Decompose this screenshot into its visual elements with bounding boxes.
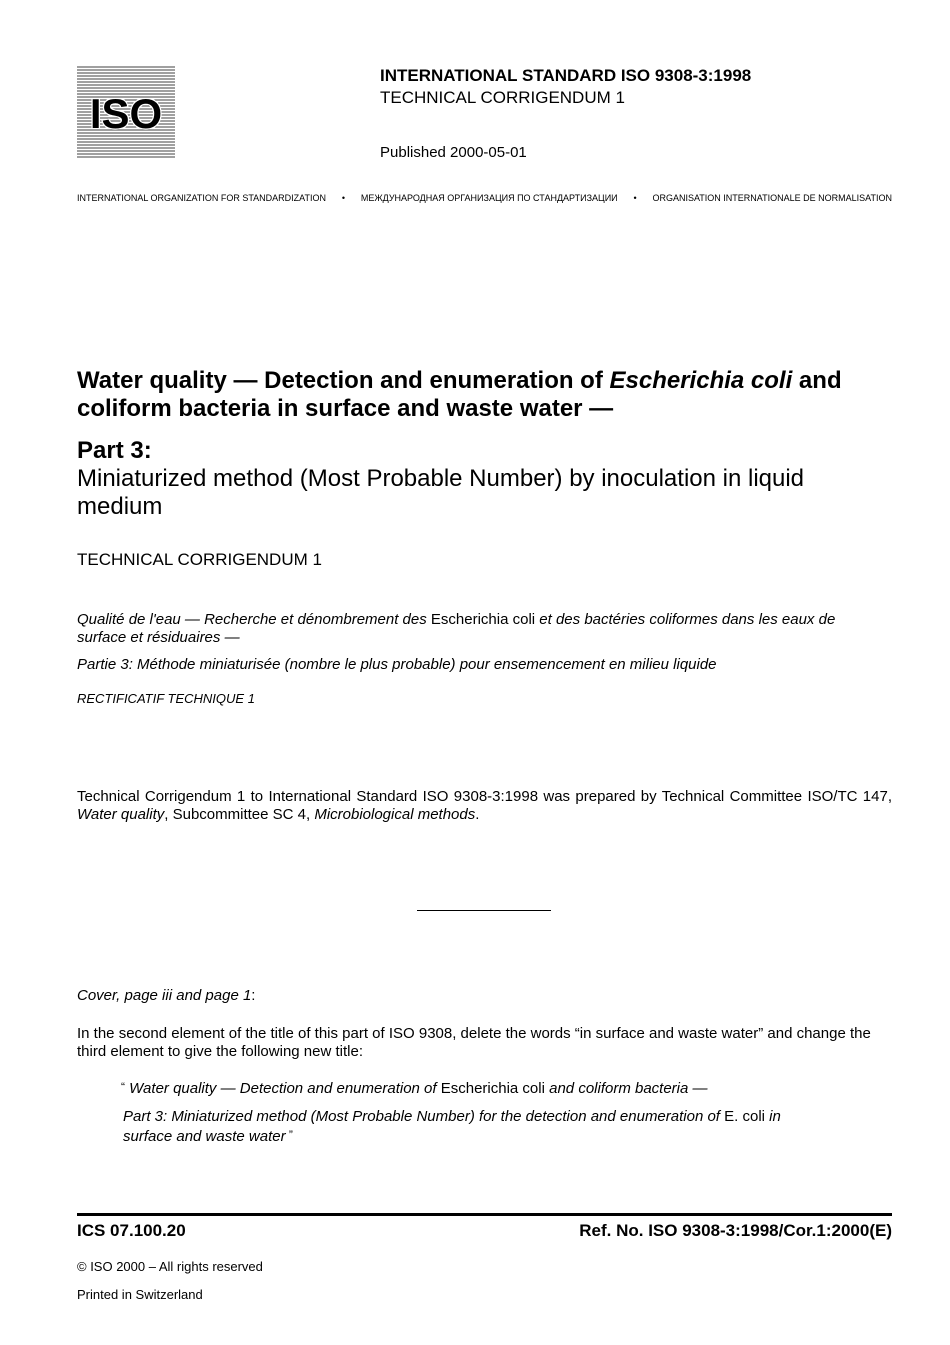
new-part-title [123,1108,783,1146]
committee-name: Water quality [77,806,165,823]
organization-names [77,193,892,203]
document-title [77,367,897,423]
ics-code: ICS 07.100.20 [77,1221,186,1240]
standard-title: INTERNATIONAL STANDARD ISO 9308-3:1998 [380,66,752,85]
open-quote: “ [121,1080,125,1094]
new-part-text: Part 3: Miniaturized method (Most Probable Number) for the detection and enumeration of [123,1108,725,1125]
french-title-text: Qualité de l'eau — Recherche et dénombrement des [77,611,431,628]
printed-location: Printed in Switzerland [77,1287,203,1302]
new-title-line [121,1080,708,1097]
new-title-species: Escherichia coli [440,1080,545,1097]
org-name-fr: ORGANISATION INTERNATIONALE DE NORMALISATION [652,193,892,203]
org-name-en: INTERNATIONAL ORGANIZATION FOR STANDARDIZATION [77,193,327,203]
french-part-title: Partie 3: Méthode miniaturisée (nombre le plus probable) pour ensemencement en milieu liquide [77,656,717,673]
bullet-separator: • [341,193,345,203]
copyright-notice: © ISO 2000 – All rights reserved [77,1259,263,1274]
standard-subtitle: TECHNICAL CORRIGENDUM 1 [380,88,625,107]
french-rectificatif: RECTIFICATIF TECHNIQUE 1 [77,691,255,706]
part-label: Part 3: [77,437,152,464]
paragraph-text: , Subcommittee SC 4, [164,806,315,823]
bullet-separator: • [633,193,637,203]
preparation-paragraph [77,788,892,824]
paragraph-text: . [475,806,480,823]
title-text: Water quality — Detection and enumeration of [77,367,610,394]
published-date: Published 2000-05-01 [380,144,527,161]
part-title: Miniaturized method (Most Probable Number) by inoculation in liquid medium [77,465,805,520]
section-divider [417,910,551,911]
title-species: Escherichia coli [609,367,793,394]
new-part-species: E. coli [724,1108,766,1125]
close-quote: ” [285,1128,293,1142]
french-title-text: et des bactéries coliformes dans les eaux de surface et résiduaires — [77,611,836,646]
reference-number: Ref. No. ISO 9308-3:1998/Cor.1:2000(E) [579,1221,892,1240]
cover-reference-colon: : [251,987,256,1004]
cover-reference-text: Cover, page iii and page 1 [77,987,252,1004]
new-title-text: and coliform bacteria — [544,1080,708,1097]
instruction-paragraph: In the second element of the title of this part of ISO 9308, delete the words “in surface and waste water” and change the third element to give the following new title: [77,1025,871,1060]
corrigendum-label: TECHNICAL CORRIGENDUM 1 [77,550,322,569]
cover-reference [77,987,255,1004]
french-title-species: Escherichia coli [430,611,536,628]
subcommittee-name: Microbiological methods [314,806,476,823]
svg-text:ISO: ISO [89,90,163,137]
footer-rule [77,1213,892,1216]
new-title-text: Water quality — Detection and enumeration of [125,1080,441,1097]
org-name-ru: МЕЖДУНАРОДНАЯ ОРГАНИЗАЦИЯ ПО СТАНДАРТИЗАЦИИ [360,193,618,203]
french-title [77,611,877,647]
paragraph-text: Technical Corrigendum 1 to International Standard ISO 9308-3:1998 was prepared by Technical Committee ISO/TC 147, [77,788,892,805]
title-text: and coliform bacteria in surface and waste water — [77,367,842,422]
new-part-text: in surface and waste water [123,1108,781,1145]
iso-logo [77,66,175,158]
